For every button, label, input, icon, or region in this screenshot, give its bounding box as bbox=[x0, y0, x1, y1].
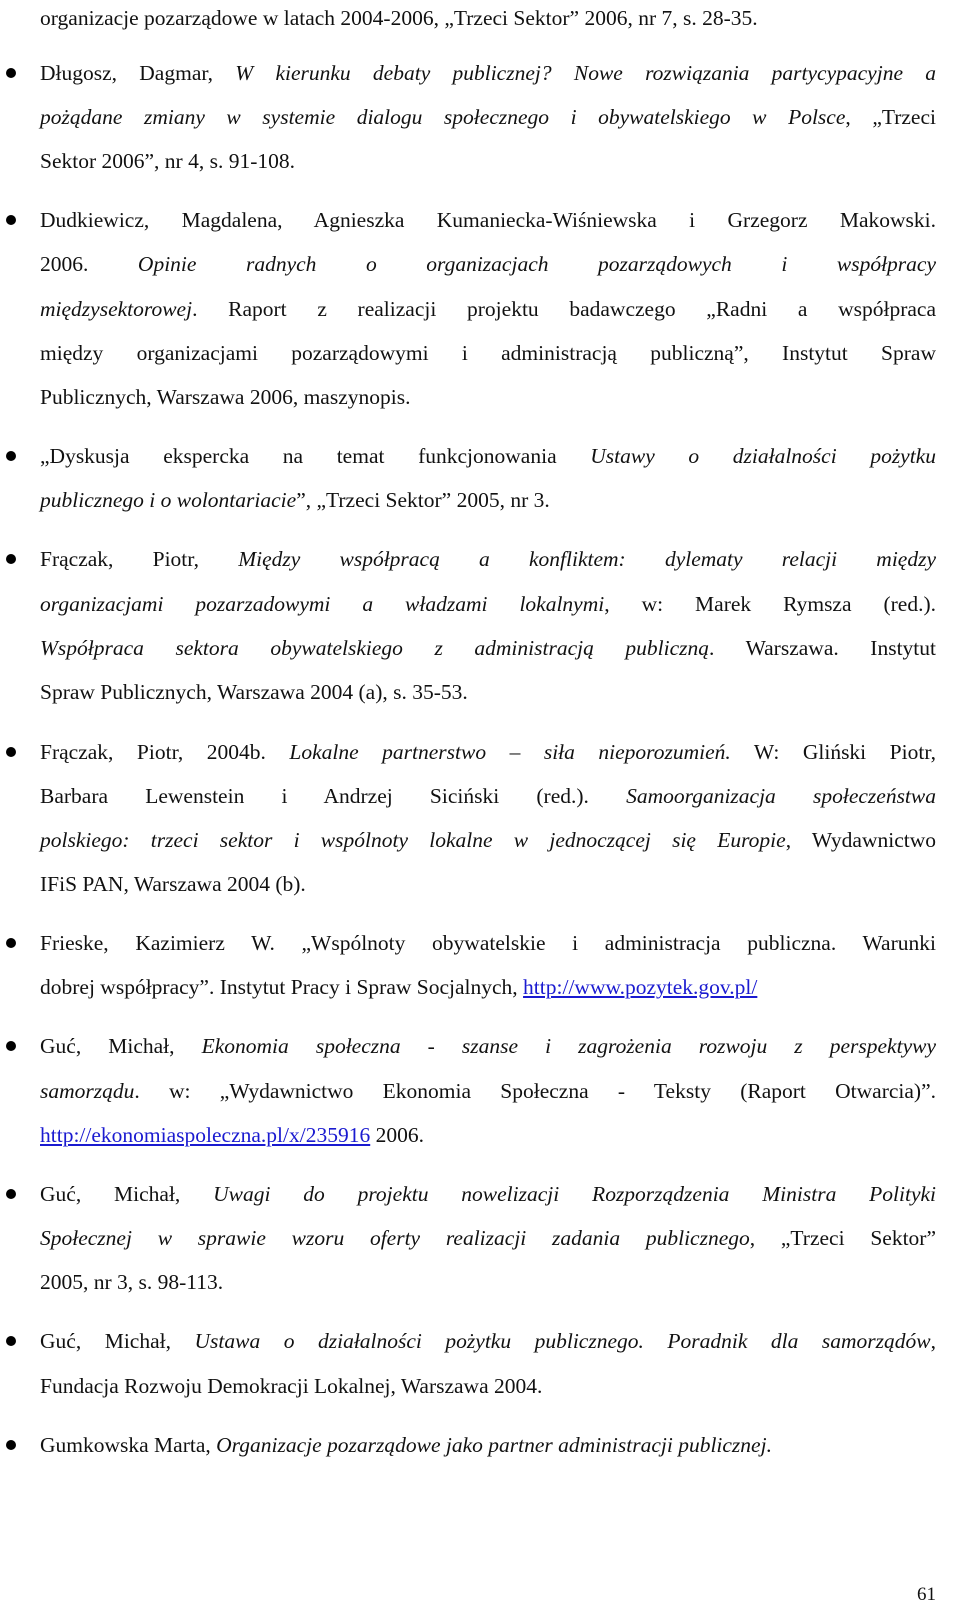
reference-line bbox=[40, 1430, 772, 1460]
reference-title-text: Uwagi do projektu nowelizacji Rozporządzenia Ministra Polityki bbox=[213, 1182, 937, 1206]
reference-text: Frączak, Piotr, 2004b. bbox=[40, 740, 290, 764]
reference-line bbox=[40, 338, 936, 368]
reference-text: 2006. bbox=[370, 1123, 424, 1147]
bullet-icon bbox=[6, 1041, 16, 1051]
reference-title-text: Samoorganizacja społeczeństwa bbox=[626, 784, 936, 808]
reference-title-text: W kierunku debaty publicznej? Nowe rozwiązania partycypacyjne a bbox=[235, 61, 936, 85]
reference-title-text: Ustawa o działalności pożytku publicznego. Poradnik dla samorządów bbox=[194, 1329, 931, 1353]
reference-title-text: Społecznej w sprawie wzoru oferty realizacji zadania publicznego bbox=[40, 1226, 750, 1250]
reference-text: , bbox=[930, 1329, 936, 1353]
reference-line bbox=[40, 441, 936, 471]
reference-title-text: Współpraca sektora obywatelskiego z administracją publiczną bbox=[40, 636, 710, 660]
reference-line bbox=[40, 1223, 936, 1253]
reference-text: Sektor 2006”, nr 4, s. 91-108. bbox=[40, 149, 295, 173]
reference-text: Spraw Publicznych, Warszawa 2004 (a), s. 35-53. bbox=[40, 680, 468, 704]
reference-title-text: polskiego: trzeci sektor i wspólnoty lokalne w jednoczącej się Europie bbox=[40, 828, 786, 852]
reference-text: organizacje pozarządowe w latach 2004-2006, „Trzeci Sektor” 2006, nr 7, s. 28-35. bbox=[40, 6, 758, 30]
reference-line bbox=[40, 972, 757, 1002]
reference-text: Gumkowska Marta, bbox=[40, 1433, 217, 1457]
bullet-icon bbox=[6, 215, 16, 225]
reference-line bbox=[40, 1120, 424, 1150]
reference-title-text: Ekonomia społeczna - szanse i zagrożenia rozwoju z perspektywy bbox=[201, 1034, 936, 1058]
reference-line bbox=[40, 1076, 936, 1106]
reference-title-text: publicznego i o wolontariacie bbox=[40, 488, 297, 512]
reference-text: IFiS PAN, Warszawa 2004 (b). bbox=[40, 872, 306, 896]
reference-title-text: Ustawy o działalności pożytku bbox=[590, 444, 936, 468]
bullet-icon bbox=[6, 68, 16, 78]
reference-text: 2005, nr 3, s. 98-113. bbox=[40, 1270, 224, 1294]
reference-line bbox=[40, 3, 758, 33]
reference-line bbox=[40, 485, 550, 515]
reference-title-text: organizacjami pozarzadowymi a władzami lokalnymi bbox=[40, 592, 605, 616]
reference-title-text: Lokalne partnerstwo – siła nieporozumień. bbox=[289, 740, 731, 764]
reference-text: . Warszawa. Instytut bbox=[709, 636, 937, 660]
reference-text: Fundacja Rozwoju Demokracji Lokalnej, Warszawa 2004. bbox=[40, 1374, 543, 1398]
reference-text: , „Trzeci bbox=[845, 105, 936, 129]
bullet-icon bbox=[6, 554, 16, 564]
reference-line bbox=[40, 102, 936, 132]
reference-line bbox=[40, 58, 936, 88]
reference-text: , w: Marek Rymsza (red.). bbox=[604, 592, 936, 616]
reference-title-text: Między współpracą a konfliktem: dylematy relacji między bbox=[238, 547, 937, 571]
reference-line bbox=[40, 928, 936, 958]
bullet-icon bbox=[6, 938, 16, 948]
reference-text: Guć, Michał, bbox=[40, 1182, 214, 1206]
reference-line bbox=[40, 1031, 936, 1061]
reference-line bbox=[40, 677, 468, 707]
reference-line bbox=[40, 382, 410, 412]
reference-text: ”, „Trzeci Sektor” 2005, nr 3. bbox=[296, 488, 550, 512]
reference-link[interactable]: http://www.pozytek.gov.pl/ bbox=[523, 975, 758, 999]
reference-line bbox=[40, 737, 936, 767]
bullet-icon bbox=[6, 747, 16, 757]
reference-text: W: Gliński Piotr, bbox=[730, 740, 936, 764]
reference-line bbox=[40, 1371, 542, 1401]
bullet-icon bbox=[6, 1336, 16, 1346]
reference-title-text: pożądane zmiany w systemie dialogu społecznego i obywatelskiego w Polsce bbox=[40, 105, 846, 129]
reference-line bbox=[40, 1179, 936, 1209]
reference-line bbox=[40, 589, 936, 619]
reference-text: . w: „Wydawnictwo Ekonomia Społeczna - Teksty (Raport Otwarcia)”. bbox=[134, 1079, 936, 1103]
bullet-icon bbox=[6, 451, 16, 461]
reference-title-text: Organizacje pozarządowe jako partner administracji publicznej. bbox=[216, 1433, 772, 1457]
reference-link[interactable]: http://ekonomiaspoleczna.pl/x/235916 bbox=[40, 1123, 371, 1147]
reference-text: 2006. bbox=[40, 252, 138, 276]
reference-title-text: międzysektorowej bbox=[40, 297, 193, 321]
reference-text: Dudkiewicz, Magdalena, Agnieszka Kumaniecka-Wiśniewska i Grzegorz Makowski. bbox=[40, 208, 936, 232]
reference-text: Frieske, Kazimierz W. „Wspólnoty obywatelskie i administracja publiczna. Warunki bbox=[40, 931, 936, 955]
reference-line bbox=[40, 205, 936, 235]
reference-line bbox=[40, 294, 936, 324]
reference-line bbox=[40, 633, 936, 663]
reference-line bbox=[40, 146, 295, 176]
reference-title-text: samorządu bbox=[40, 1079, 135, 1103]
reference-text: Barbara Lewenstein i Andrzej Siciński (red.). bbox=[40, 784, 627, 808]
reference-line bbox=[40, 544, 936, 574]
reference-line bbox=[40, 249, 936, 279]
reference-text: „Dyskusja ekspercka na temat funkcjonowania bbox=[40, 444, 591, 468]
reference-title-text: Opinie radnych o organizacjach pozarządowych i współpracy bbox=[137, 252, 936, 276]
reference-text: Długosz, Dagmar, bbox=[40, 61, 236, 85]
reference-line bbox=[40, 869, 306, 899]
reference-text: Guć, Michał, bbox=[40, 1034, 202, 1058]
reference-text: Frączak, Piotr, bbox=[40, 547, 239, 571]
reference-line bbox=[40, 1326, 936, 1356]
reference-line bbox=[40, 781, 936, 811]
reference-line bbox=[40, 825, 936, 855]
reference-text: Guć, Michał, bbox=[40, 1329, 195, 1353]
reference-text: , Wydawnictwo bbox=[785, 828, 937, 852]
bullet-icon bbox=[6, 1440, 16, 1450]
reference-text: . Raport z realizacji projektu badawczego „Radni a współpraca bbox=[192, 297, 936, 321]
reference-text: , „Trzeci Sektor” bbox=[749, 1226, 936, 1250]
page-number: 61 bbox=[917, 1584, 936, 1605]
reference-text: dobrej współpracy”. Instytut Pracy i Spraw Socjalnych, bbox=[40, 975, 524, 999]
reference-line bbox=[40, 1267, 223, 1297]
bullet-icon bbox=[6, 1189, 16, 1199]
reference-text: między organizacjami pozarządowymi i administracją publiczną”, Instytut Spraw bbox=[40, 341, 936, 365]
reference-text: Publicznych, Warszawa 2006, maszynopis. bbox=[40, 385, 411, 409]
